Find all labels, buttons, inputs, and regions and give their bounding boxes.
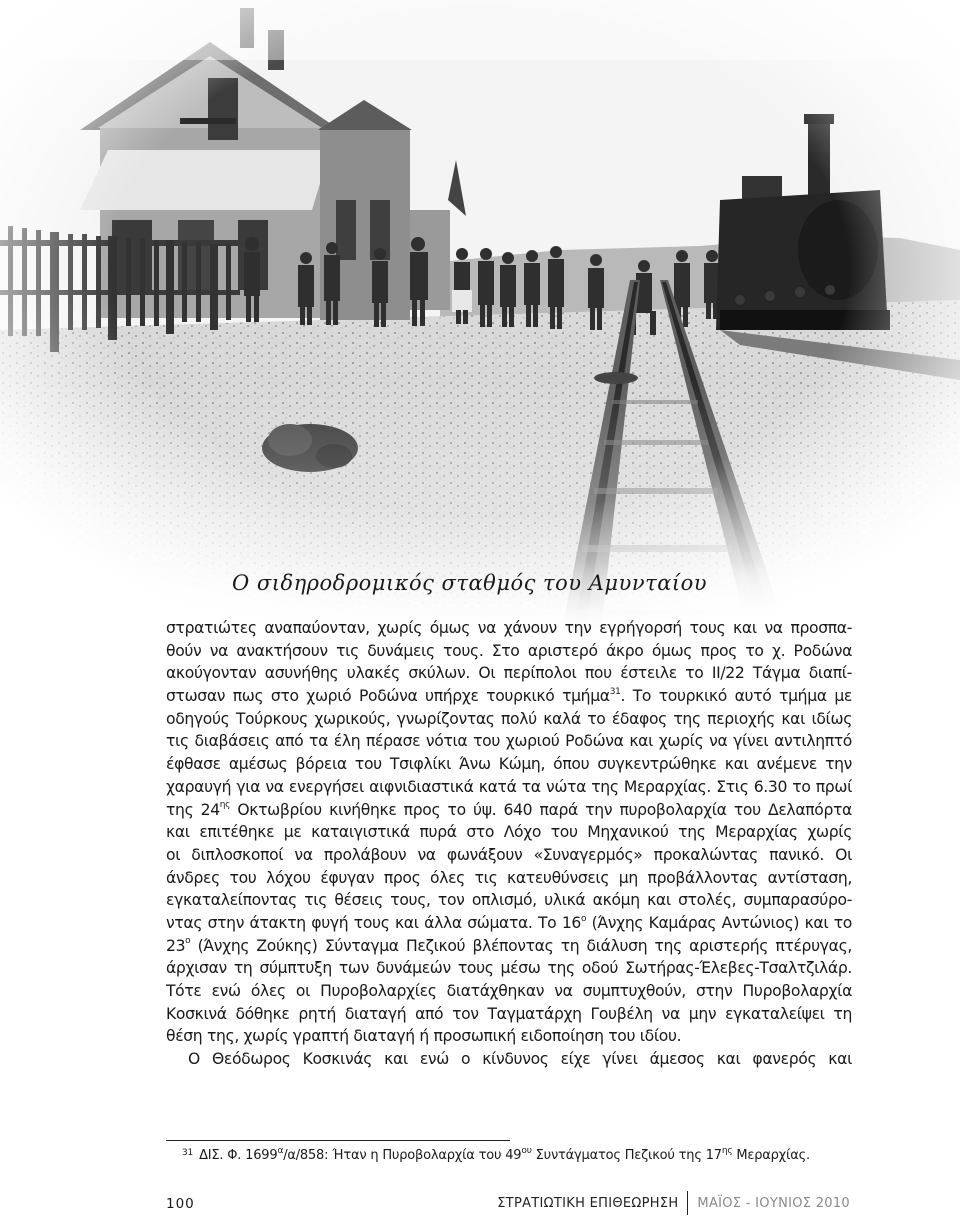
- article-body: [166, 617, 852, 1071]
- footnote-sup: α: [277, 1145, 284, 1156]
- body-line: Ο Θεόδωρος Κοσκινάς και ενώ ο κίνδυνος είχε γίνει άμεσος και φανερός και: [188, 1050, 852, 1069]
- body-segment: ντας στην άτακτη φυγή τους και άλλα σώματα. Το 16: [166, 913, 581, 932]
- footnote-divider: [166, 1140, 510, 1141]
- body-line: και επιτέθηκε με καταιγιστικά πυρά στο Λόχο του Μηχανικού της Μεραρχίας χωρίς: [166, 823, 852, 842]
- footnote-sup: ης: [721, 1145, 733, 1156]
- running-footer: [497, 1190, 850, 1216]
- body-segment: . Το τουρκικό αυτό τμήμα με: [620, 687, 852, 706]
- footnote-text: Μεραρχίας.: [732, 1148, 810, 1163]
- ordinal-suffix: ης: [219, 800, 231, 811]
- body-line: [166, 912, 852, 935]
- body-line: χαραυγή για να ενεργήσει αιφνιδιαστικά κατά τα νώτα της Μεραρχίας. Στις 6.30 το πρωί: [166, 777, 852, 796]
- footnote-sup: ου: [521, 1145, 532, 1156]
- body-line: οι διπλοσκοποί να προλάβουν να φωνάξουν «Συναγερμός» προκαλώντας πανικό. Οι: [166, 845, 852, 864]
- body-line: οδηγούς Τούρκους χωρικούς, γνωρίζοντας πολύ καλά το έδαφος της περιοχής και ιδίως: [166, 709, 852, 728]
- footnote-text: Συντάγματος Πεζικού της 17: [531, 1148, 722, 1163]
- body-segment: της 24: [166, 800, 220, 819]
- body-line: έφθασε αμέσως βόρεια του Τσιφλίκι Άνω Κώμη, όπου συγκεντρώθηκε και ανέμενε την: [166, 755, 852, 774]
- footnote-number: 31: [182, 1148, 194, 1158]
- journal-name: ΣΤΡΑΤΙΩΤΙΚΗ ΕΠΙΘΕΩΡΗΣΗ: [497, 1195, 679, 1211]
- body-line: [166, 685, 852, 708]
- footnote: [182, 1145, 810, 1163]
- body-line: θούν να ανακτήσουν τις δυνάμεις τους. Στο αριστερό άκρο όμως προς το χ. Ροδώνα: [166, 641, 852, 660]
- issue-date: ΜΑΪΟΣ - ΙΟΥΝΙΟΣ 2010: [697, 1195, 850, 1211]
- body-line: άνδρες του λόχου έφυγαν προς όλες τις κατευθύνσεις μη προβάλλοντας αντίσταση,: [166, 868, 852, 887]
- body-line: τις διαβάσεις από τα έλη πέρασε νότια του χωριού Ροδώνα και χωρίς να γίνει αντιληπτό: [166, 732, 852, 751]
- footnote-text: /α/858: Ήταν η Πυροβολαρχία του 49: [283, 1148, 522, 1163]
- body-line: άρχισαν τη σύμπτυξη των δυνάμεών τους μέσω της οδού Σωτήρας-Έλεβες-Τσαλτζιλάρ.: [166, 959, 852, 978]
- body-line: [166, 799, 852, 822]
- body-segment: (Άνχης Καμάρας Αντώνιος) και το: [586, 913, 852, 932]
- body-line: [166, 935, 852, 958]
- body-line: θέση της, χωρίς γραπτή διαταγή ή προσωπική ειδοποίηση του ιδίου.: [166, 1027, 682, 1046]
- footnote-ref: 31: [609, 686, 621, 697]
- page-number: 100: [166, 1196, 195, 1212]
- body-line: στρατιώτες αναπαύονταν, χωρίς όμως να χάνουν την εγρήγορσή τους και να προσπα-: [166, 619, 852, 637]
- body-line: Κοσκινά δόθηκε ρητή διαταγή από τον Ταγματάρχη Γουβέλη να μην εγκαταλείψει τη: [166, 1004, 852, 1023]
- body-segment: 23: [166, 936, 186, 955]
- body-segment: (Άνχης Ζούκης) Σύνταγμα Πεζικού βλέποντας τη διάλυση της αριστερής πτέρυγας,: [190, 936, 852, 955]
- body-line: ακούγονταν ασυνήθης υλακές σκύλων. Οι περίπολοι που έστειλε το ΙΙ/22 Τάγμα διαπί-: [166, 664, 852, 683]
- body-segment: Οκτωβρίου κινήθηκε προς το ύψ. 640 παρά την πυροβολαρχία του Δελαπόρτα: [230, 800, 852, 819]
- ordinal-suffix: ο: [185, 936, 191, 947]
- body-segment: στωσαν πως στο χωριό Ροδώνα υπήρχε τουρκικό τμήμα: [166, 687, 610, 706]
- footnote-text: ΔΙΣ. Φ. 1699: [199, 1148, 278, 1163]
- body-line: Τότε ενώ όλες οι Πυροβολαρχίες διατάχθηκαν να συμπτυχθούν, στην Πυροβολαρχία: [166, 982, 852, 1000]
- body-line: εγκαταλείποντας τις θέσεις τους, τον οπλισμό, υλικά ακόμη και στολές, συμπαρασύρο-: [166, 891, 852, 910]
- photo-caption: Ο σιδηροδρομικός σταθμός του Αμυνταίου: [232, 571, 708, 595]
- ordinal-suffix: ο: [580, 913, 587, 924]
